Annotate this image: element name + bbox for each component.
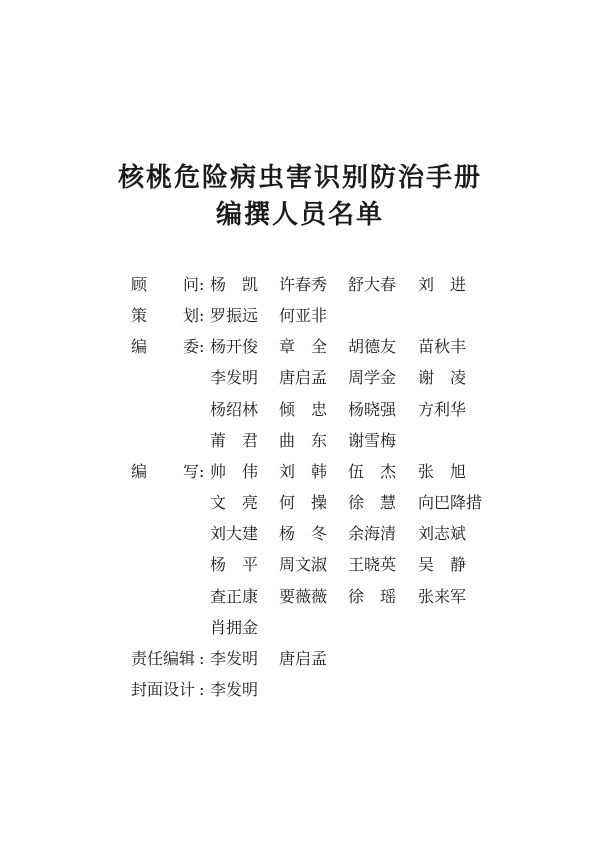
staff-name: 文 亮 <box>210 493 259 513</box>
staff-name: 吴 静 <box>418 555 467 575</box>
staff-name: 倾 忠 <box>279 399 328 419</box>
role-colon: : <box>199 648 205 668</box>
staff-name: 舒大春 <box>348 275 397 294</box>
staff-name: 张来军 <box>418 586 467 606</box>
role-label-text: 写 <box>182 461 199 481</box>
staff-row <box>0 304 600 328</box>
staff-name: 何亚非 <box>279 306 328 326</box>
staff-name: 谢雪梅 <box>348 430 397 450</box>
role-label-text: 委 <box>182 337 199 357</box>
staff-row <box>0 647 600 671</box>
staff-row <box>0 522 600 546</box>
staff-name: 李发明 <box>210 648 259 668</box>
staff-name: 何 操 <box>279 493 328 513</box>
staff-name: 莆 君 <box>210 430 259 450</box>
staff-row <box>0 273 600 297</box>
staff-name: 唐启孟 <box>279 648 328 668</box>
role-label <box>131 304 199 328</box>
role-label <box>131 460 199 484</box>
staff-name: 肖拥金 <box>210 617 259 637</box>
staff-name: 曲 东 <box>279 430 328 450</box>
staff-row <box>0 398 600 422</box>
role-label-text: 顾 <box>131 275 148 294</box>
staff-name: 杨绍林 <box>210 399 259 419</box>
role-label <box>131 678 206 702</box>
staff-name: 苗秋丰 <box>418 337 467 357</box>
staff-name: 王晓英 <box>348 555 397 575</box>
role-label <box>131 335 199 359</box>
role-colon: : <box>199 306 205 326</box>
staff-name: 帅 伟 <box>210 461 259 481</box>
list-heading: 编撰人员名单 <box>215 200 384 230</box>
role-colon: : <box>199 679 205 699</box>
staff-name: 谢 凌 <box>418 368 467 388</box>
staff-row <box>0 460 600 484</box>
staff-row <box>0 491 600 515</box>
staff-row <box>0 678 600 702</box>
staff-name: 刘志斌 <box>418 524 467 544</box>
staff-name: 罗振远 <box>210 306 259 326</box>
staff-name: 胡德友 <box>348 337 397 357</box>
role-label-text: 编 <box>131 461 148 481</box>
staff-name: 李发明 <box>210 679 259 699</box>
staff-name: 徐 慧 <box>348 493 397 513</box>
role-colon: : <box>199 461 205 481</box>
staff-name: 周文淑 <box>279 555 328 575</box>
staff-name: 余海清 <box>348 524 397 544</box>
staff-row <box>0 335 600 359</box>
staff-name: 李发明 <box>210 368 259 388</box>
staff-row <box>0 585 600 609</box>
staff-name: 查正康 <box>210 586 259 606</box>
staff-name: 杨晓强 <box>348 399 397 419</box>
staff-name: 许春秀 <box>279 275 328 294</box>
staff-name: 周学金 <box>348 368 397 388</box>
staff-name: 方利华 <box>418 399 467 419</box>
staff-row <box>0 429 600 453</box>
staff-name: 张 旭 <box>418 461 467 481</box>
role-label <box>131 273 199 297</box>
staff-name: 唐启孟 <box>279 368 328 388</box>
staff-row <box>0 366 600 390</box>
staff-row <box>0 616 600 640</box>
role-label-text: 划 <box>182 306 199 326</box>
staff-name: 刘 进 <box>418 275 467 294</box>
staff-name: 徐 瑶 <box>348 586 397 606</box>
staff-name: 杨 平 <box>210 555 259 575</box>
role-label-text: 编 <box>131 337 148 357</box>
staff-name: 伍 杰 <box>348 461 397 481</box>
role-label-text: 问 <box>182 275 199 294</box>
role-label <box>131 647 206 671</box>
staff-name: 向巴降措 <box>418 493 483 513</box>
staff-row <box>0 553 600 577</box>
staff-name: 杨开俊 <box>210 337 259 357</box>
role-colon: : <box>199 337 205 357</box>
staff-name: 刘大建 <box>210 524 259 544</box>
staff-name: 刘 韩 <box>279 461 328 481</box>
book-title: 核桃危险病虫害识别防治手册 <box>117 163 482 193</box>
role-label-text: 策 <box>131 306 148 326</box>
role-colon: : <box>199 275 205 294</box>
staff-name: 要薇薇 <box>279 586 328 606</box>
role-label-text: 封面设计 <box>131 679 196 699</box>
staff-name: 章 全 <box>279 337 328 357</box>
staff-name: 杨 凯 <box>210 275 259 294</box>
staff-name: 杨 冬 <box>279 524 328 544</box>
role-label-text: 责任编辑 <box>131 648 196 668</box>
